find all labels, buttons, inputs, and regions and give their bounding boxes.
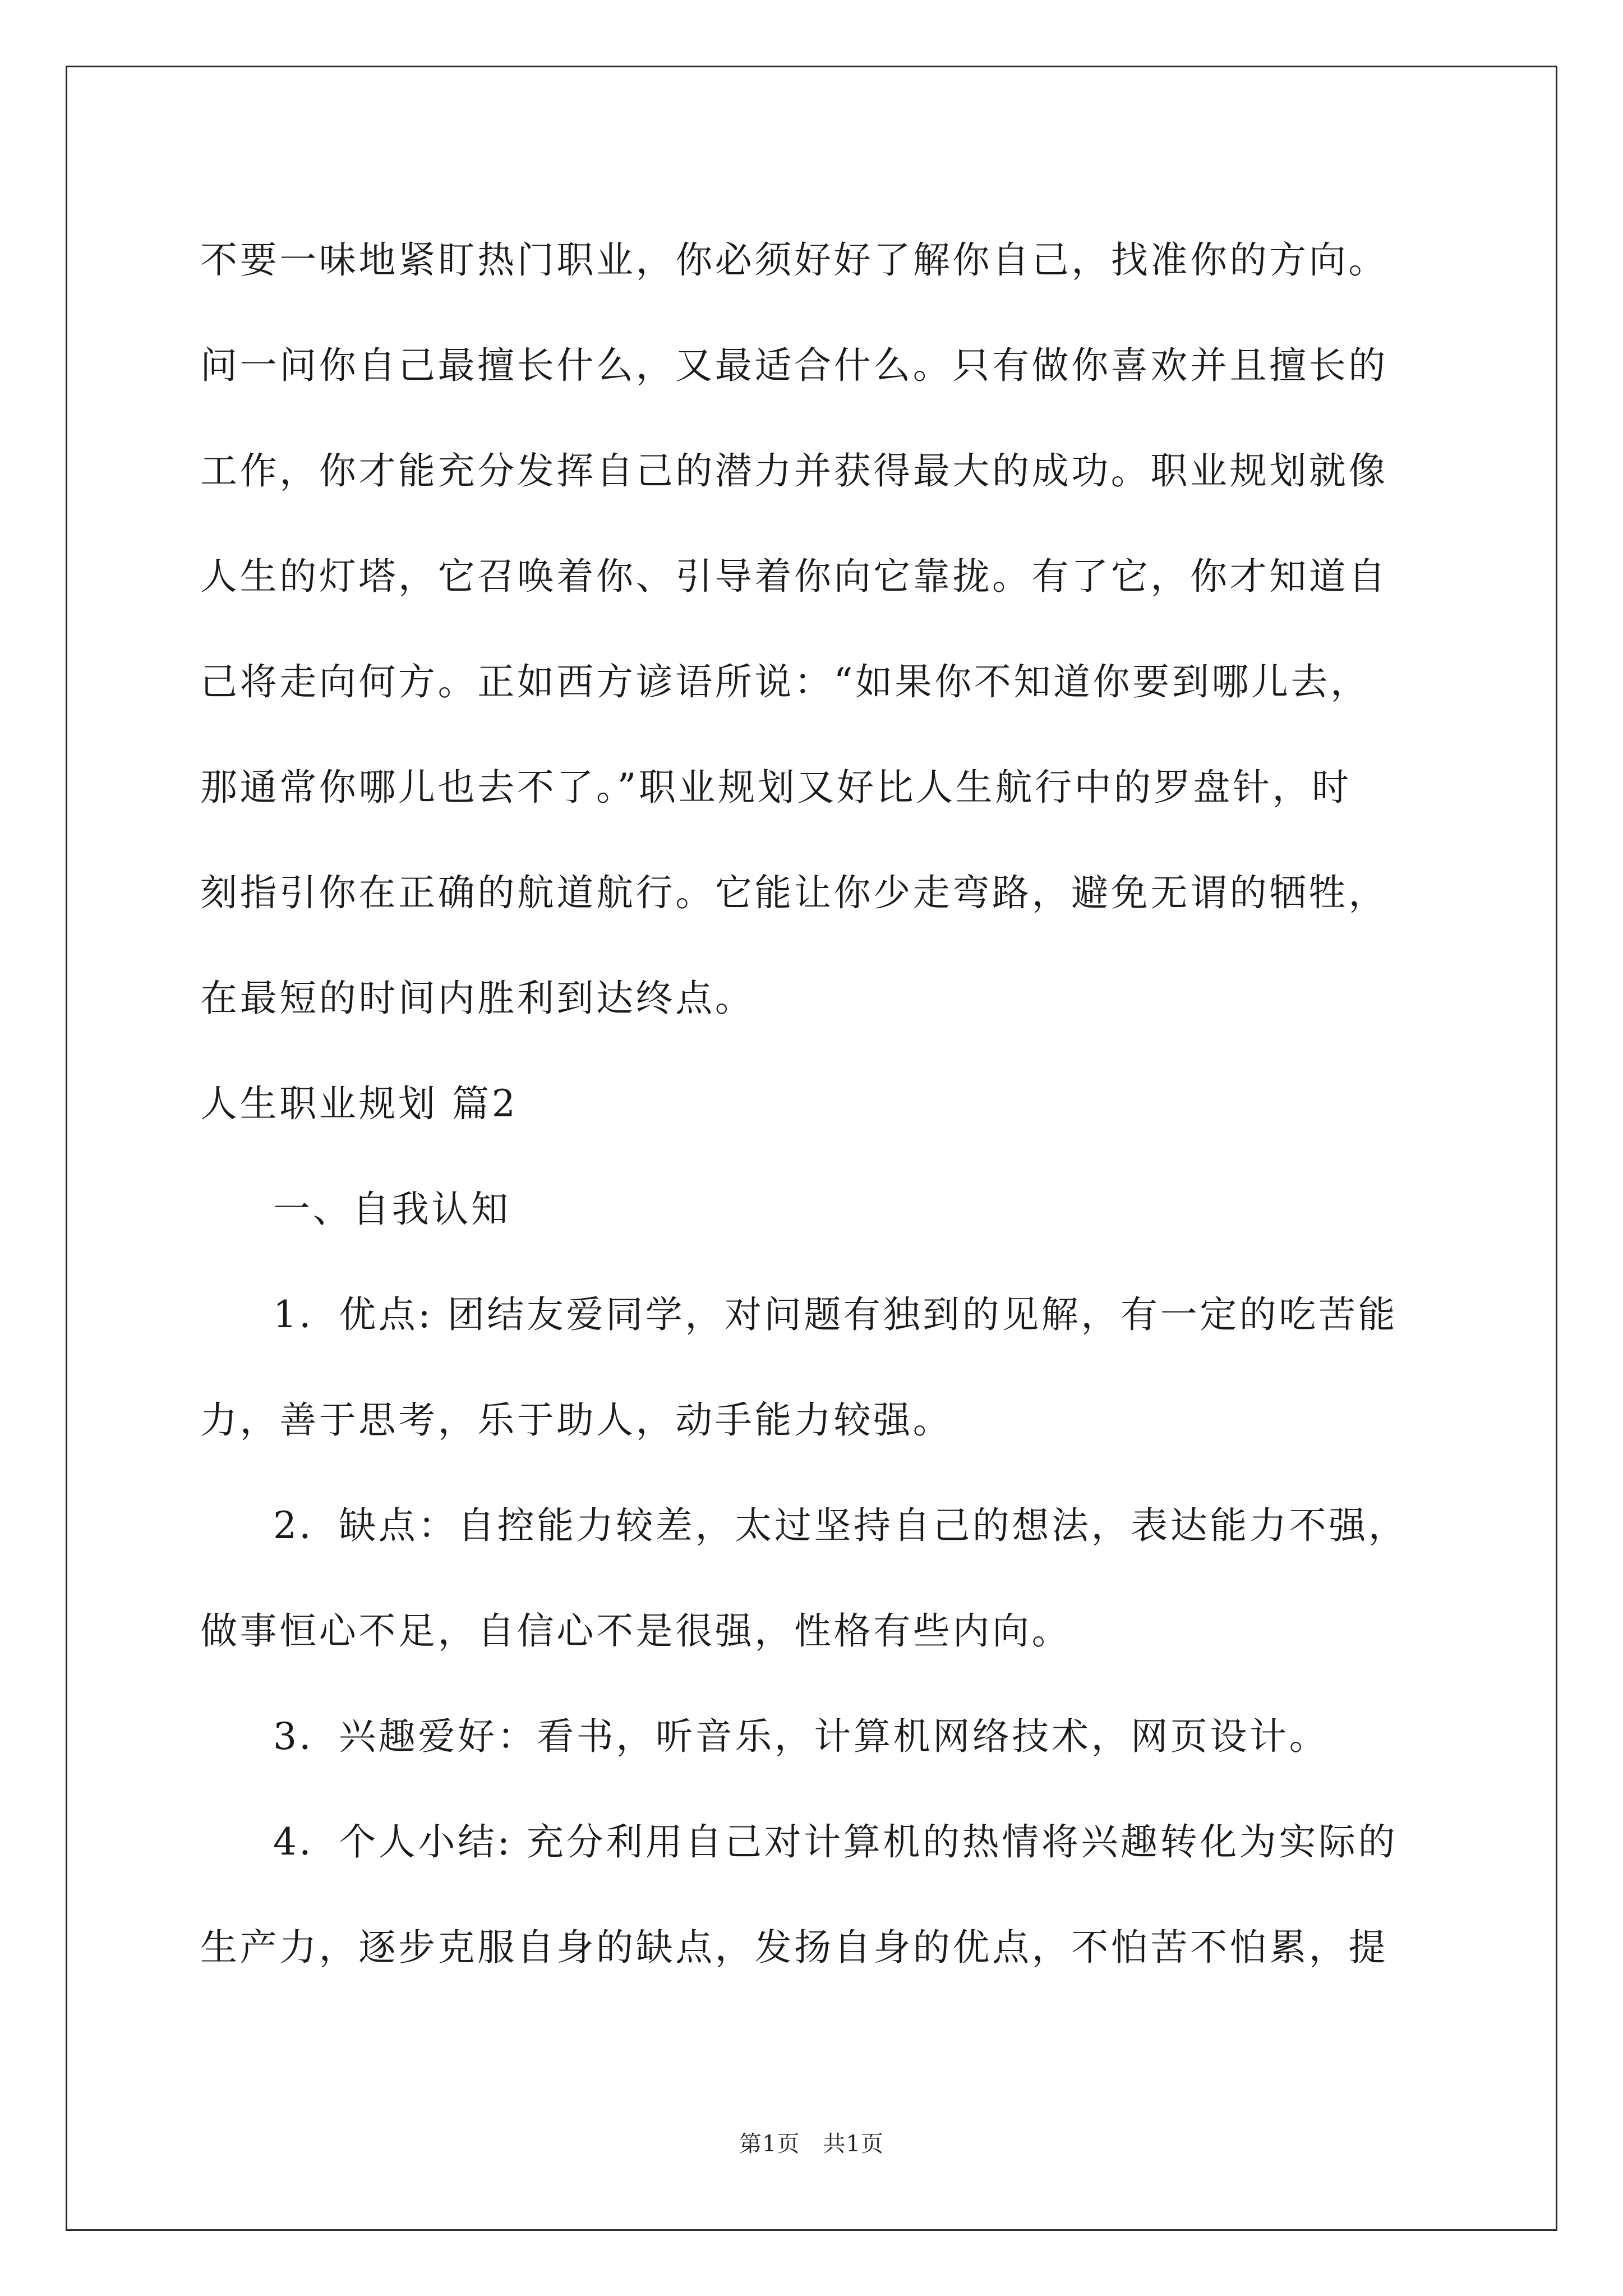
paragraph-line: 刻指引你在正确的航道航行。它能让你少走弯路，避免无谓的牺牲，	[200, 871, 1388, 914]
paragraph-line: 不要一味地紧盯热门职业，你必须好好了解你自己，找准你的方向。	[200, 238, 1388, 282]
list-item-line: 生产力，逐步克服自身的缺点，发扬自身的优点，不怕苦不怕累，提	[200, 1926, 1388, 1969]
paragraph-line: 人生的灯塔，它召唤着你、引导着你向它靠拢。有了它，你才知道自	[200, 555, 1388, 598]
paragraph-line: 己将走向何方。正如西方谚语所说：“如果你不知道你要到哪儿去，	[200, 660, 1370, 703]
list-item-line: 1．优点: 团结友爱同学，对问题有独到的见解，有一定的吃苦能	[273, 1293, 1398, 1336]
list-item-line: 4．个人小结: 充分利用自己对计算机的热情将兴趣转化为实际的	[273, 1820, 1398, 1864]
paragraph-line: 工作，你才能充分发挥自己的潜力并获得最大的成功。职业规划就像	[200, 449, 1388, 493]
section-heading: 人生职业规划 篇2	[200, 1082, 518, 1125]
list-item-line: 力，善于思考，乐于助人，动手能力较强。	[200, 1398, 953, 1442]
paragraph-line: 那通常你哪儿也去不了。”职业规划又好比人生航行中的罗盘针，时	[200, 766, 1352, 809]
list-item-line: 做事恒心不足，自信心不是很强，性格有些内向。	[200, 1609, 1072, 1653]
paragraph-line: 在最短的时间内胜利到达终点。	[200, 977, 755, 1020]
paragraph-line: 问一问你自己最擅长什么，又最适合什么。只有做你喜欢并且擅长的	[200, 344, 1388, 387]
document-body	[200, 208, 1456, 2000]
list-item-line: 2．缺点：自控能力较差，太过坚持自己的想法，表达能力不强，	[273, 1504, 1408, 1547]
page-number-footer: 第1页 共1页	[739, 2131, 884, 2157]
list-item-line: 3．兴趣爱好：看书，听音乐，计算机网络技术，网页设计。	[273, 1715, 1329, 1758]
subsection-heading: 一、自我认知	[273, 1188, 511, 1231]
